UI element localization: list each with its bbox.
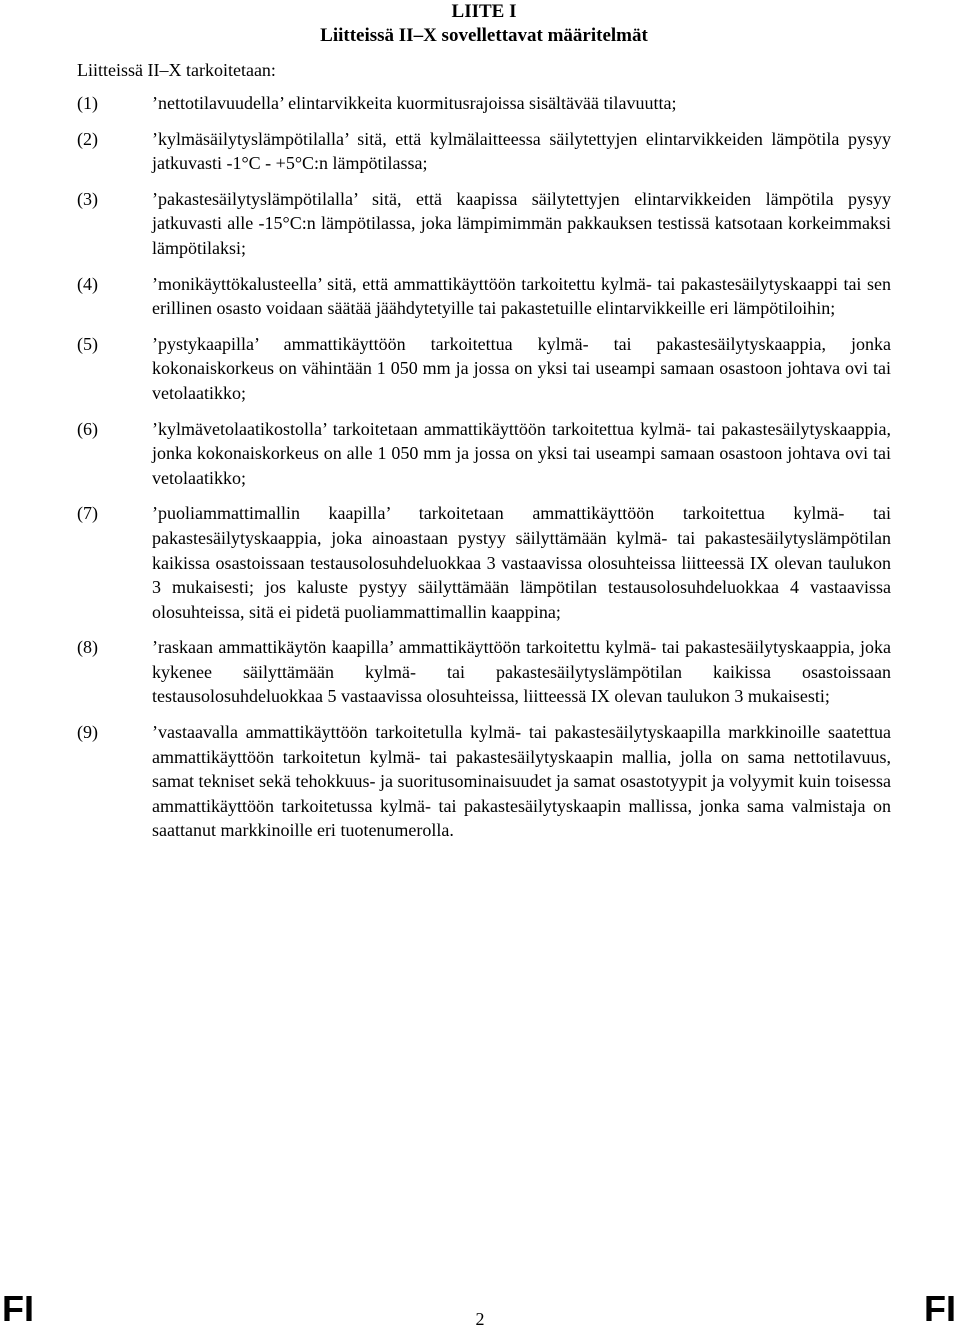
definitions-list — [77, 91, 891, 854]
definition-text: ’monikäyttökalusteella’ sitä, että ammattikäyttöön tarkoitettu kylmä- tai pakastesäilytyskaappi tai sen erillinen osasto voidaan säätää jäähdytetyille tai pakastetuille elintarvikkeille eri lämpötiloihin; — [152, 273, 891, 319]
definition-number: (3) — [77, 188, 98, 209]
definition-number: (2) — [77, 128, 98, 149]
definition-text: ’kylmäsäilytyslämpötilalla’ sitä, että kylmälaitteessa säilytettyjen elintarvikkeiden lämpötila pysyy jatkuvasti -1°C - +5°C:n lämpötilassa; — [152, 128, 891, 174]
definition-number: (5) — [77, 333, 98, 354]
intro-text: Liitteissä II–X tarkoitetaan: — [77, 60, 276, 80]
definition-text: ’raskaan ammattikäytön kaapilla’ ammattikäyttöön tarkoitettu kylmä- tai pakastesäilytyskaappia, joka kykenee säilyttämään kylmä- tai pakastesäilytyslämpötilan kaikissa osastoissaan testausolosuhdeluokkaa 5 vastaavissa olosuhteissa, liitteessä IX olevan taulukon 3 mukaisesti; — [152, 637, 891, 707]
definition-item-8 — [77, 635, 891, 709]
definition-number: (1) — [77, 93, 98, 113]
annex-title: LIITE I — [451, 1, 517, 22]
definition-item-6 — [77, 417, 891, 491]
definition-text: ’kylmävetolaatikostolla’ tarkoitetaan ammattikäyttöön tarkoitettua kylmä- tai pakastesäilytyskaappia, jonka kokonaiskorkeus on alle 1 050 mm ja jossa on yksi tai useampi samaan osastoon johtava ovi tai vetolaatikko; — [152, 418, 891, 488]
definition-text: ’vastaavalla ammattikäyttöön tarkoitetulla kylmä- tai pakastesäilytyskaapilla markkinoille saatettua ammattikäyttöön tarkoitetun kylmä- tai pakastesäilytyskaapin mallia, jolla on sama nettotilavuus, samat tekniset sekä tehokkuus- ja suoritusominaisuudet ja samat osastotyypit ja volyymit kuin toisessa ammattikäyttöön tarkoitetussa kylmä- tai pakastesäilytyskaapin mallissa, jonka sama valmistaja on saattanut markkinoille eri tuotenumerolla. — [152, 722, 891, 841]
page-number: 2 — [475, 1309, 485, 1329]
definition-text: ’pakastesäilytyslämpötilalla’ sitä, että kaapissa säilytettyjen elintarvikkeiden lämpötila pysyy jatkuvasti alle -15°C:n lämpötilassa, joka lämpimimmän pakkauksen testissä katsotaan korkeimmaksi lämpötilaksi; — [152, 188, 891, 258]
annex-subtitle: Liitteissä II–X sovellettavat määritelmät — [320, 25, 648, 46]
definition-text: ’nettotilavuudella’ elintarvikkeita kuormitusrajoissa sisältävää tilavuutta; — [152, 93, 677, 113]
definition-item-3 — [77, 187, 891, 261]
annex-header — [0, 0, 960, 48]
definition-number: (6) — [77, 418, 98, 439]
definition-item-9 — [77, 720, 891, 843]
definition-item-4 — [77, 272, 891, 321]
definition-text: ’pystykaapilla’ ammattikäyttöön tarkoitettua kylmä- tai pakastesäilytyskaappia, jonka kokonaiskorkeus on vähintään 1 050 mm ja jossa on yksi tai useampi samaan osastoon johtava ovi tai vetolaatikko; — [152, 333, 891, 403]
definition-item-2 — [77, 127, 891, 176]
definition-text: ’puoliammattimallin kaapilla’ tarkoitetaan ammattikäyttöön tarkoitettua kylmä- tai pakastesäilytyskaappia, joka ainoastaan pystyy säilyttämään kylmä- tai pakastesäilytyslämpötilan kaikissa osastoissaan testausolosuhdeluokkaa 3 vastaavissa olosuhteissa liitteessä IX olevan taulukon 3 mukaisesti; jos kaluste pystyy säilyttämään lämpötilan testausolosuhdeluokkaa 4 vastaavissa olosuhteissa, sitä ei pidetä puoliammattimallin kaappina; — [152, 503, 891, 622]
definition-number: (4) — [77, 273, 98, 294]
footer-language-right: FI — [924, 1288, 956, 1329]
definition-item-1 — [77, 91, 891, 116]
definition-number: (9) — [77, 722, 98, 743]
footer-language-left: FI — [2, 1288, 34, 1329]
definition-number: (8) — [77, 637, 98, 658]
definition-number: (7) — [77, 503, 98, 524]
definition-item-7 — [77, 501, 891, 624]
definition-item-5 — [77, 332, 891, 406]
